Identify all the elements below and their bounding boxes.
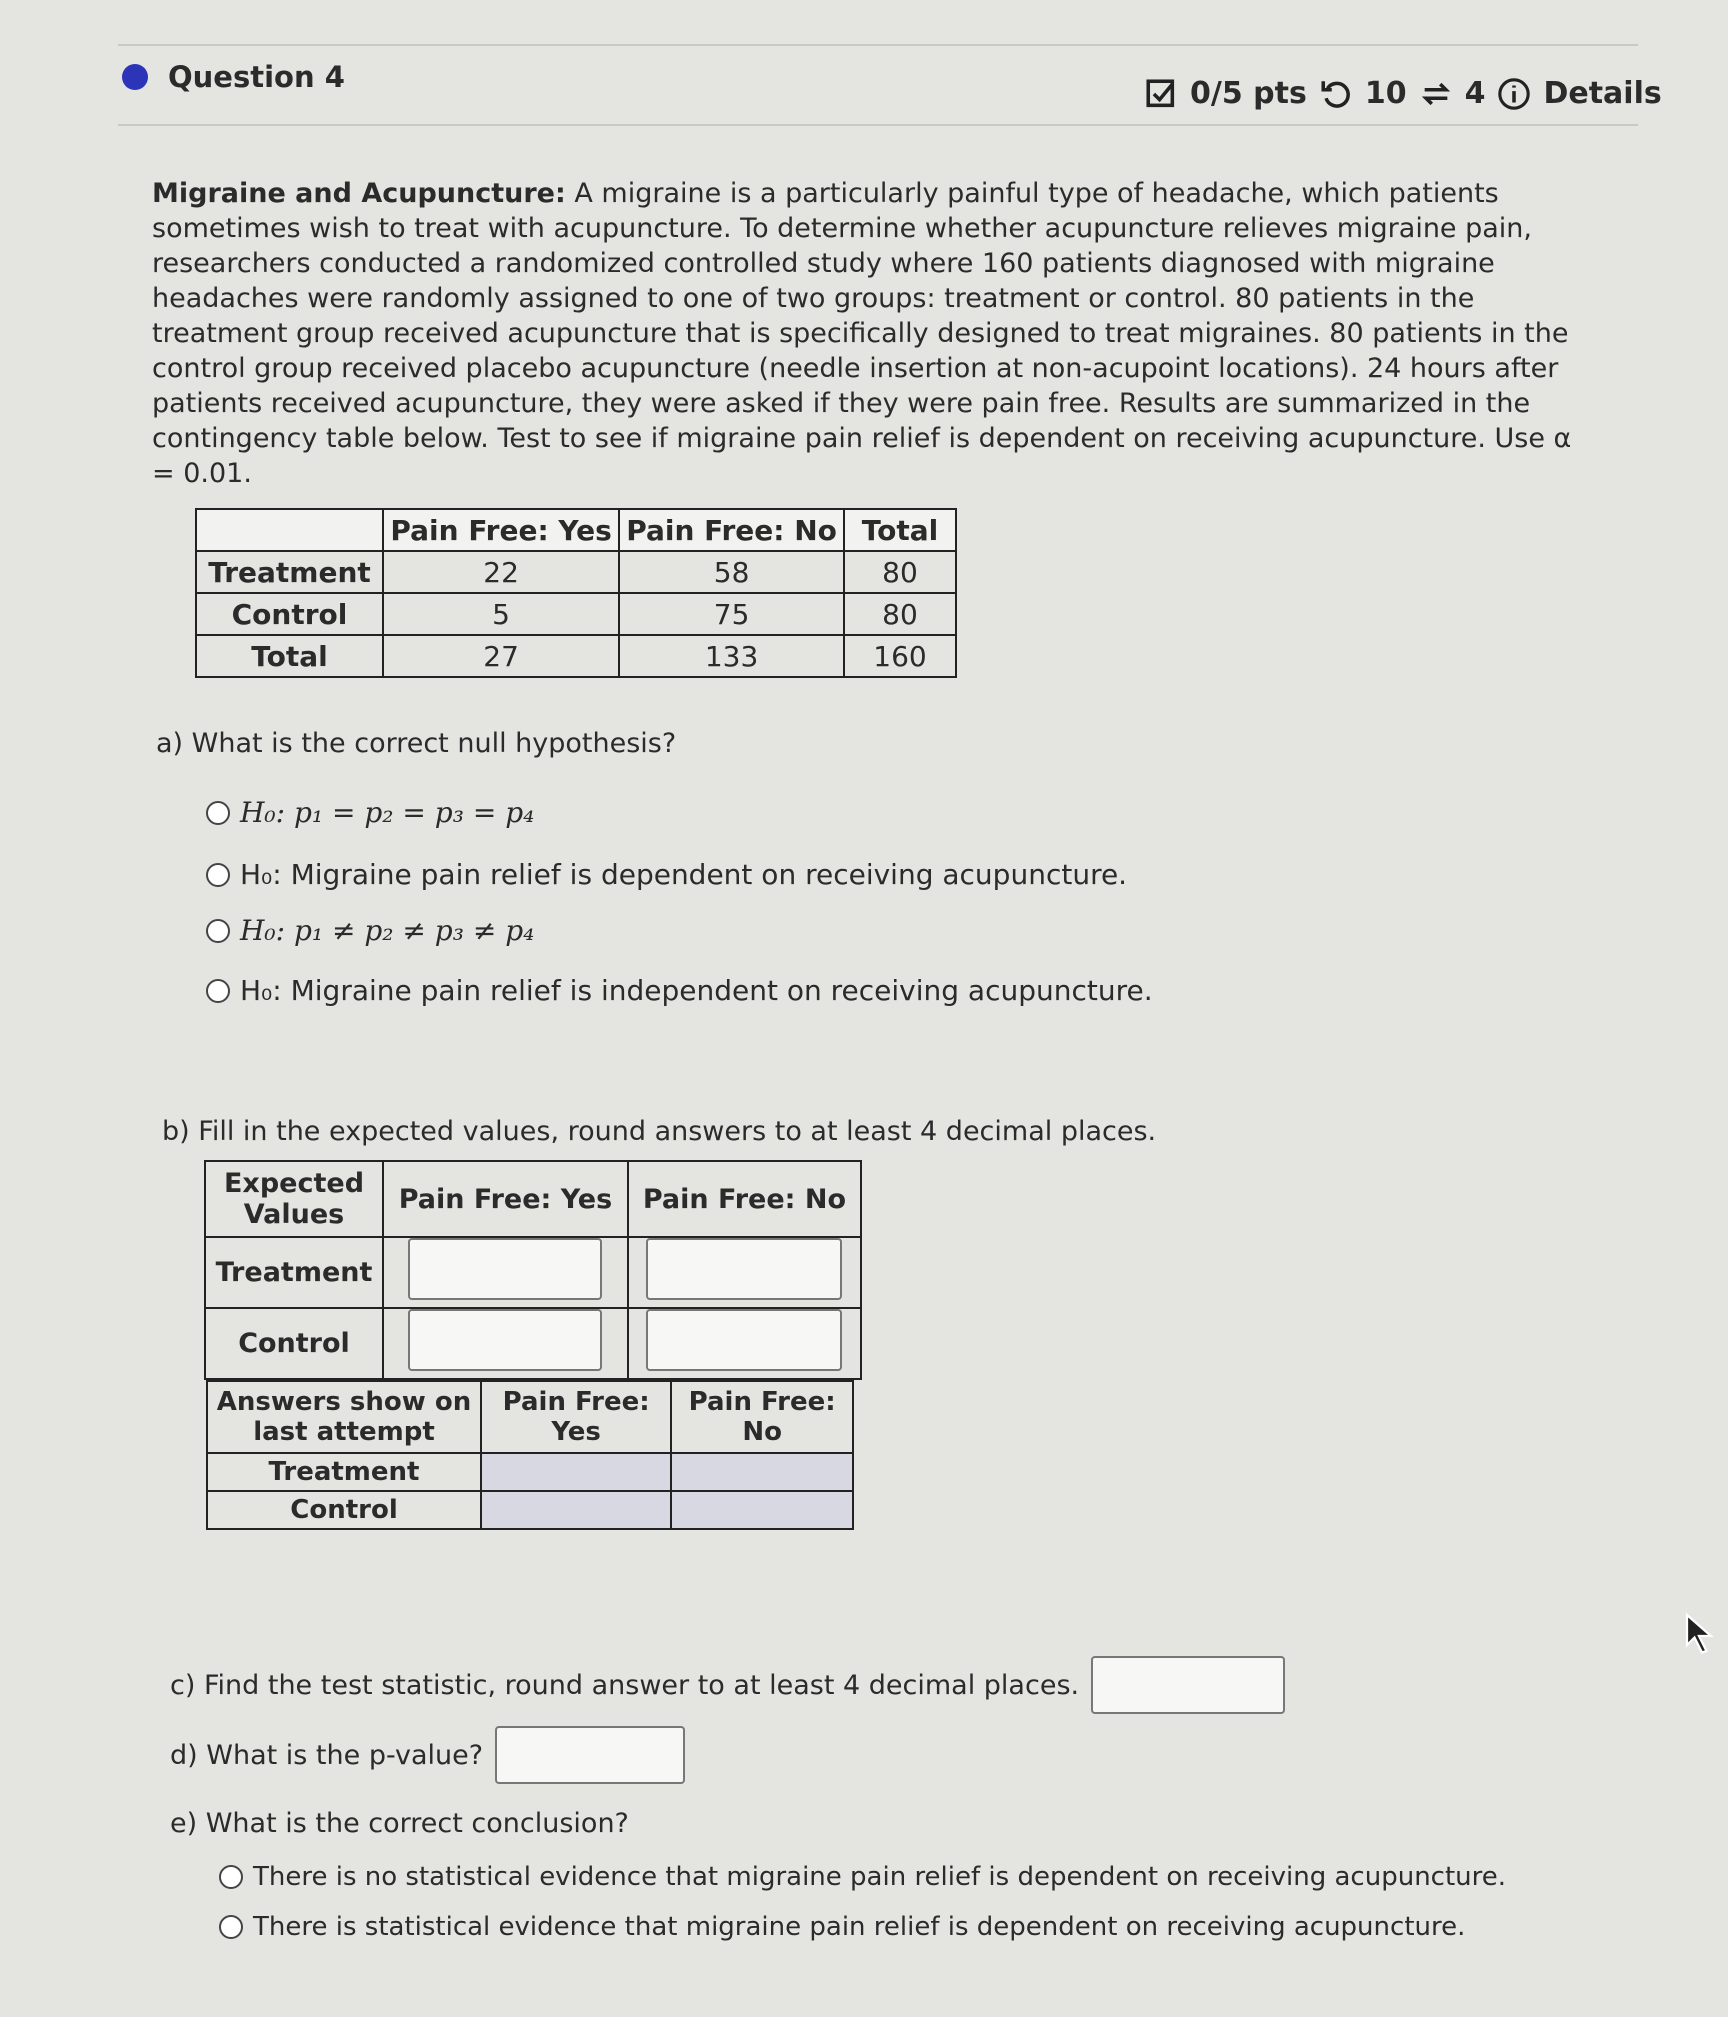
cell: 80 — [844, 593, 956, 635]
question-status-dot — [122, 64, 148, 90]
part-d-question: d) What is the p-value? — [170, 1739, 484, 1771]
option-a2[interactable] — [206, 858, 1127, 891]
attempts-count: 4 — [1464, 76, 1486, 111]
problem-body: A migraine is a particularly painful type of headache, which patients sometimes wish to treat with acupuncture. To determine whether acupuncture relieves migraine pain, researchers conducted a randomized controlled study where 160 patients diagnosed with migraine headaches were randomly assigned to one of two groups: treatment or control. 80 patients in the treatment group received acupuncture that is specifically designed to treat migraines. 80 patients in the control group received placebo acupuncture (needle insertion at non-acupoint locations). 24 hours after patients received acupuncture, they were asked if they were pain free. Results are summarized in the contingency table below. Test to see if migraine pain relief is dependent on receiving acupuncture. Use α = 0.01. — [152, 178, 1572, 489]
part-d-row — [170, 1726, 685, 1784]
option-a3[interactable] — [206, 914, 534, 947]
cell: 58 — [619, 551, 844, 593]
row-label: Control — [207, 1491, 481, 1529]
question-meta — [1144, 76, 1662, 111]
cell: 27 — [383, 635, 619, 677]
part-e-question: e) What is the correct conclusion? — [170, 1808, 629, 1839]
expected-treatment-yes-input[interactable] — [408, 1238, 602, 1300]
cell: 22 — [383, 551, 619, 593]
question-title: Question 4 — [168, 60, 345, 94]
header-cell: Pain Free: No — [628, 1161, 861, 1237]
retries-count: 10 — [1364, 76, 1407, 111]
expected-values-table — [204, 1160, 862, 1380]
cell — [671, 1491, 853, 1529]
radio-button[interactable] — [219, 1865, 243, 1889]
retry-icon — [1319, 77, 1353, 111]
option-label: H₀: Migraine pain relief is dependent on receiving acupuncture. — [240, 858, 1128, 891]
part-b-question: b) Fill in the expected values, round answers to at least 4 decimal places. — [162, 1116, 1157, 1147]
header-cell: Pain Free: No — [671, 1381, 853, 1453]
cell — [671, 1453, 853, 1491]
checkbox-icon — [1144, 77, 1178, 111]
cell: 80 — [844, 551, 956, 593]
header-cell: Pain Free: Yes — [383, 509, 619, 551]
cell: 133 — [619, 635, 844, 677]
radio-button[interactable] — [206, 919, 230, 943]
mouse-cursor-icon — [1684, 1612, 1714, 1654]
radio-button[interactable] — [219, 1915, 243, 1939]
option-label: H₀: p₁ = p₂ = p₃ = p₄ — [240, 796, 535, 829]
expected-control-yes-input[interactable] — [408, 1309, 602, 1371]
expected-treatment-no-input[interactable] — [646, 1238, 842, 1300]
radio-button[interactable] — [206, 863, 230, 887]
header-cell: Pain Free: No — [619, 509, 844, 551]
cell — [481, 1453, 671, 1491]
row-label: Treatment — [207, 1453, 481, 1491]
header-cell: Expected Values — [205, 1161, 383, 1237]
cell: 5 — [383, 593, 619, 635]
details-link[interactable]: Details — [1543, 76, 1662, 111]
cell: 75 — [619, 593, 844, 635]
option-label: H₀: p₁ ≠ p₂ ≠ p₃ ≠ p₄ — [240, 914, 535, 947]
last-attempt-table — [206, 1380, 854, 1530]
header-cell: Pain Free: Yes — [383, 1161, 628, 1237]
cell — [481, 1491, 671, 1529]
row-label: Control — [196, 593, 383, 635]
part-a-question: a) What is the correct null hypothesis? — [156, 728, 677, 759]
option-e1[interactable] — [219, 1862, 1506, 1892]
header-cell: Total — [844, 509, 956, 551]
expected-control-no-input[interactable] — [646, 1309, 842, 1371]
p-value-input[interactable] — [495, 1726, 685, 1784]
option-label: H₀: Migraine pain relief is independent on receiving acupuncture. — [240, 974, 1153, 1007]
header-cell: Pain Free: Yes — [481, 1381, 671, 1453]
contingency-table — [195, 508, 957, 678]
row-label: Treatment — [205, 1237, 383, 1308]
option-e2[interactable] — [219, 1912, 1465, 1942]
test-statistic-input[interactable] — [1091, 1656, 1285, 1714]
option-label: There is statistical evidence that migraine pain relief is dependent on receiving acupuncture. — [253, 1912, 1466, 1942]
info-icon[interactable] — [1497, 77, 1531, 111]
part-c-question: c) Find the test statistic, round answer to at least 4 decimal places. — [170, 1669, 1080, 1701]
part-c-row — [170, 1656, 1285, 1714]
problem-title: Migraine and Acupuncture: — [152, 178, 566, 209]
header-cell — [196, 509, 383, 551]
attempts-icon — [1419, 77, 1453, 111]
option-label: There is no statistical evidence that migraine pain relief is dependent on receiving acupuncture. — [253, 1862, 1507, 1892]
row-label: Treatment — [196, 551, 383, 593]
radio-button[interactable] — [206, 801, 230, 825]
header-cell: Answers show on last attempt — [207, 1381, 481, 1453]
row-label: Total — [196, 635, 383, 677]
option-a4[interactable] — [206, 974, 1153, 1007]
problem-text — [152, 176, 1592, 491]
row-label: Control — [205, 1308, 383, 1379]
option-a1[interactable] — [206, 796, 534, 829]
points: 0/5 pts — [1190, 76, 1307, 111]
cell: 160 — [844, 635, 956, 677]
radio-button[interactable] — [206, 979, 230, 1003]
